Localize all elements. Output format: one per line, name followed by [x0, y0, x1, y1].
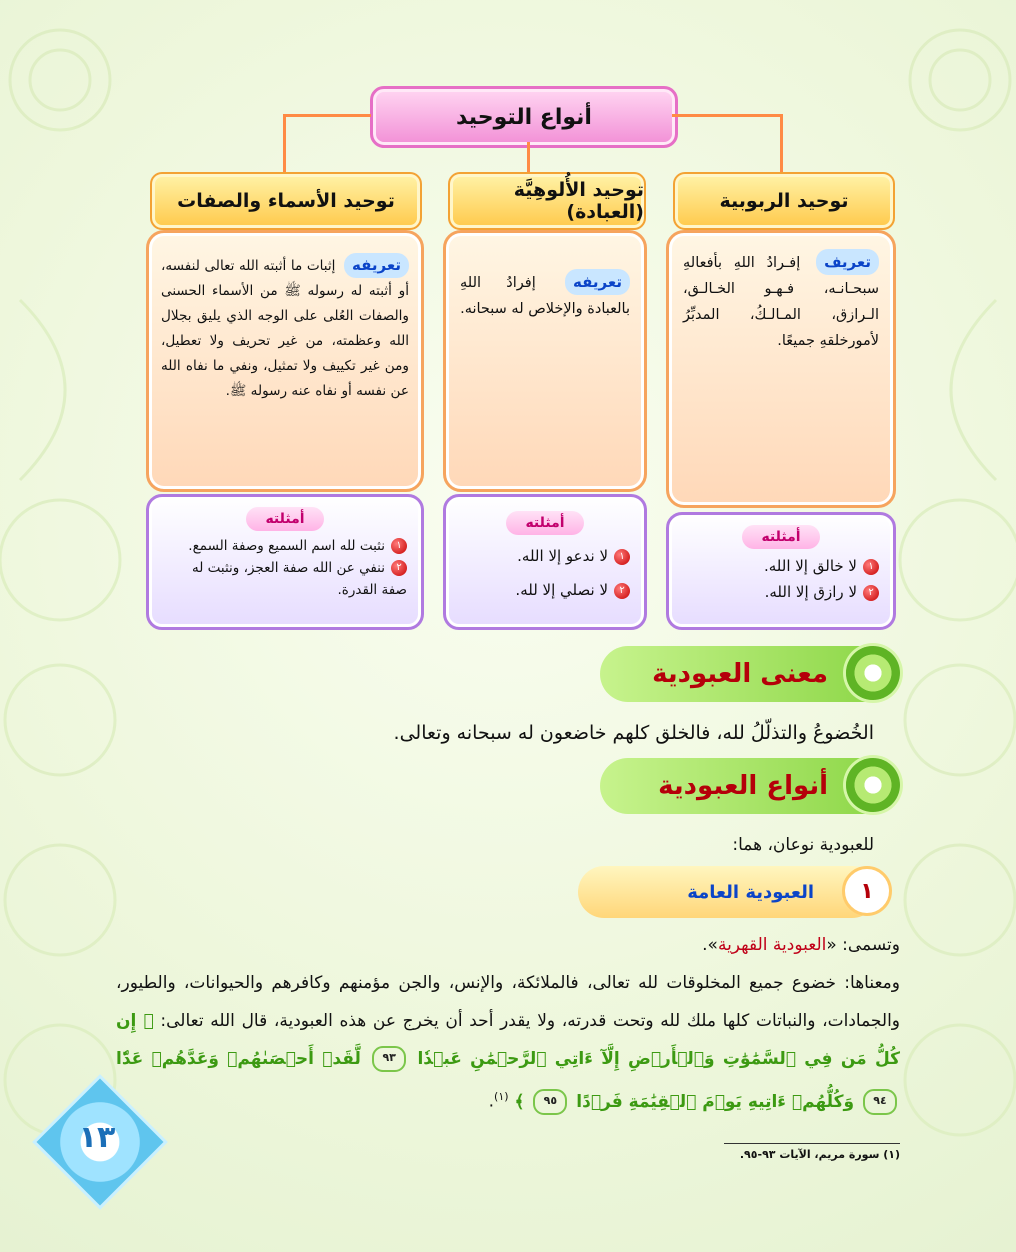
connector-line	[672, 114, 782, 117]
example-item: ١لا ندعو إلا الله.	[460, 539, 630, 573]
section-intro: للعبودية نوعان، هما:	[732, 835, 874, 855]
example-number: ١	[614, 549, 630, 565]
footnote: (١) سورة مريم، الآيات ٩٣-٩٥.	[739, 1148, 900, 1161]
definition-box-uluhiyya	[443, 230, 647, 492]
example-item: ٢ننفي عن الله صفة العجز، ونثبت له صفة القدرة.	[191, 560, 407, 598]
subsection-number: ١	[842, 866, 892, 916]
footnote-divider	[724, 1143, 900, 1144]
also-called-term: العبودية القهرية	[717, 935, 827, 955]
subsection-heading	[578, 866, 878, 918]
definition-label: تعريف	[816, 249, 879, 275]
footnote-ref: (١)	[494, 1090, 509, 1103]
section-text: الخُضوعُ والتذلّلُ لله، فالخلق كلهم خاضعون له سبحانه وتعالى.	[393, 722, 874, 744]
flower-icon	[846, 758, 900, 812]
meaning-paragraph: ومعناها: خضوع جميع المخلوقات لله تعالى، فالملائكة، والإنس، والجن مؤمنهم وكافرهم والحيوانات، والطيور، والجمادات، والنباتات كلها ملك لله وتحت قدرته، ولا يقدر أحد أن يخرج عن هذه العبودية، قال الله تعالى: ﴿ إِن كُلُّ مَن فِي ٱلسَّمَٰوَٰتِ وَٱلۡأَرۡضِ إِلَّآ ءَاتِي ٱلرَّحۡمَٰنِ عَبۡدٗا ٩٣ لَّقَدۡ أَحۡصَىٰهُمۡ وَعَدَّهُمۡ عَدّٗا ٩٤ وَكُلُّهُمۡ ءَاتِيهِ يَوۡمَ ٱلۡقِيَٰمَةِ فَرۡدًا ٩٥ ﴾ $^{(١)}$.	[116, 964, 900, 1121]
definition-label: تعريفه	[344, 253, 409, 278]
column-heading-rububiyya: توحيد الربوبية	[673, 172, 895, 230]
connector-line	[780, 114, 783, 172]
ayah-number: ٩٥	[533, 1089, 567, 1115]
example-number: ٢	[614, 583, 630, 599]
connector-line	[283, 114, 371, 117]
section-heading-meaning	[600, 646, 874, 702]
example-number: ٢	[391, 560, 407, 576]
definition-text: إثبات ما أثبته الله تعالى لنفسه، أو أثبته له رسوله ﷺ من الأسماء الحسنى والصفات العُلى على الوجه الذي يليق بجلال الله وعظمته، من غير تحريف ولا تعطيل، ومن غير تكييف ولا تمثيل، ونفي ما نفاه الله عن نفسه أو نفاه عنه رسوله ﷺ.	[161, 258, 409, 399]
definition-label: تعريفه	[565, 269, 630, 295]
examples-box-uluhiyya	[443, 494, 647, 630]
also-called-line: وتسمى: «العبودية القهرية».	[702, 935, 900, 955]
definition-box-asma-sifat	[146, 230, 424, 492]
examples-box-asma-sifat	[146, 494, 424, 630]
example-item: ٢لا نصلي إلا لله.	[460, 573, 630, 607]
example-item: ١لا خالق إلا الله.	[683, 553, 879, 579]
example-number: ٢	[863, 585, 879, 601]
definition-box-rububiyya	[666, 230, 896, 508]
flower-icon	[846, 646, 900, 700]
page-number: ١٣	[78, 1120, 116, 1155]
section-title: أنواع العبودية	[658, 771, 828, 801]
definition-text: إفرادُ اللهِ بالعبادة والإخلاص له سبحانه.	[460, 275, 630, 317]
subsection-title: العبودية العامة	[687, 881, 814, 903]
example-number: ١	[863, 559, 879, 575]
examples-label: أمثلته	[742, 525, 820, 549]
column-heading-uluhiyya: توحيد الأُلوهِيَّة (العبادة)	[448, 172, 646, 230]
meaning-text: ومعناها: خضوع جميع المخلوقات لله تعالى، فالملائكة، والإنس، والجن مؤمنهم وكافرهم والحيوانات، والطيور، والجمادات، والنباتات كلها ملك لله وتحت قدرته، ولا يقدر أحد أن يخرج عن هذه العبودية، قال الله تعالى:	[116, 973, 901, 1031]
examples-box-rububiyya	[666, 512, 896, 630]
connector-line	[283, 114, 286, 172]
section-title: معنى العبودية	[652, 659, 828, 689]
connector-line	[527, 142, 530, 172]
example-number: ١	[391, 538, 407, 554]
quran-verse: ﴿ إِن كُلُّ مَن فِي ٱلسَّمَٰوَٰتِ وَٱلۡأَرۡضِ إِلَّآ ءَاتِي ٱلرَّحۡمَٰنِ عَبۡدٗا ٩٣ لَّقَدۡ أَحۡصَىٰهُمۡ وَعَدَّهُمۡ عَدّٗا ٩٤ وَكُلُّهُمۡ ءَاتِيهِ يَوۡمَ ٱلۡقِيَٰمَةِ فَرۡدًا ٩٥ ﴾	[116, 1011, 900, 1112]
definition-text: إفـرادُ اللهِ بأفعالهِ سبحـانـه، فـهـو الخـالـق، الـرازق، المـالـكُ، المدبِّرُ لأمورخلقهِ جميعًا.	[683, 255, 879, 349]
section-heading-types	[600, 758, 874, 814]
diagram-title: أنواع التوحيد	[370, 86, 678, 148]
example-item: ١نثبت لله اسم السميع وصفة السمع.	[163, 535, 407, 557]
ayah-number: ٩٣	[372, 1046, 406, 1072]
example-item: ٢لا رازق إلا الله.	[683, 579, 879, 605]
ayah-number: ٩٤	[863, 1089, 897, 1115]
examples-label: أمثلته	[246, 507, 324, 531]
examples-label: أمثلته	[506, 511, 584, 535]
column-heading-asma-sifat: توحيد الأسماء والصفات	[150, 172, 422, 230]
